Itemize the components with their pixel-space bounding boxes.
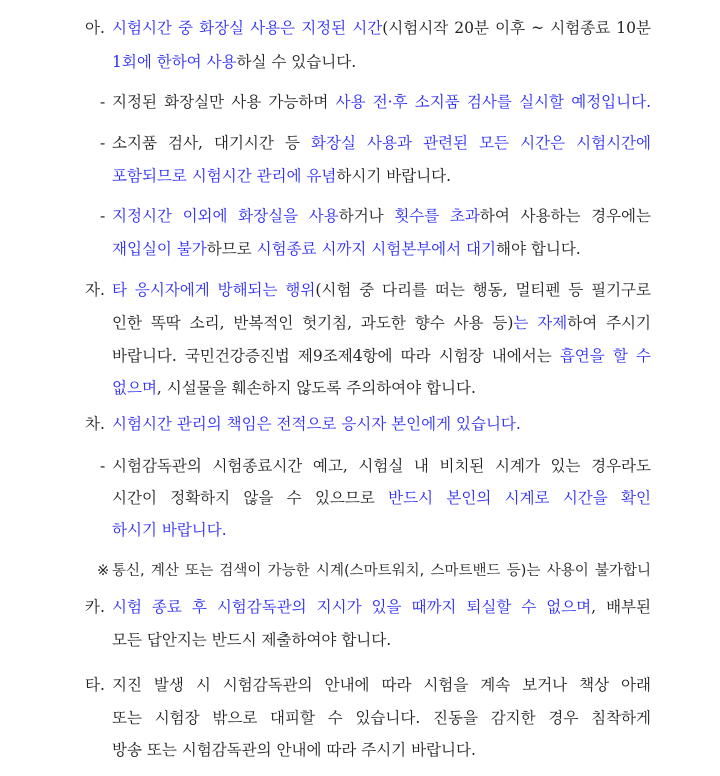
text-line <box>112 519 651 541</box>
highlighted-text: 포함되므로 시험시간 관리에 유념 <box>112 167 337 185</box>
body-text: 하거나 <box>338 207 395 225</box>
item-marker: 카. <box>85 598 105 616</box>
text-line <box>112 707 651 729</box>
item-marker: 차. <box>85 415 105 433</box>
item-marker: 타. <box>85 676 105 694</box>
highlighted-text: 시험종료 시까지 시험본부에서 대기 <box>256 240 497 258</box>
bullet-dash: - <box>100 134 106 152</box>
body-text: 하여 사용하는 경우에는 <box>479 207 651 225</box>
highlighted-text: 시험 종료 후 시험감독관의 지시가 있을 때까지 퇴실할 수 없으며 <box>112 598 592 616</box>
highlighted-text: 는 자제 <box>513 314 568 332</box>
highlighted-text: 하시기 바랍니다. <box>112 521 227 539</box>
item-marker: 아. <box>85 19 105 37</box>
body-text: 시험감독관의 시험종료시간 예고, 시험실 내 비치된 시계가 있는 경우라도 <box>112 457 651 475</box>
highlighted-text: 지정시간 이외에 화장실을 사용 <box>112 207 339 225</box>
body-text: 방송 또는 시험감독관의 안내에 따라 주시기 바랍니다. <box>112 741 476 759</box>
body-text: 하실 수 있습니다. <box>236 53 357 71</box>
text-line <box>112 132 651 154</box>
body-text: 해야 합니다. <box>496 240 581 258</box>
body-text: 모든 답안지는 반드시 제출하여야 합니다. <box>112 631 392 649</box>
body-text: , 배부된 <box>591 598 651 616</box>
bullet-dash: - <box>100 207 106 225</box>
highlighted-text: 화장실 사용과 관련된 모든 시간은 시험시간에 <box>311 134 651 152</box>
highlighted-text: 시험시간 관리의 책임은 전적으로 응시자 본인에게 있습니다. <box>112 415 521 433</box>
text-line <box>112 413 651 435</box>
body-text: 하여 주시기 <box>567 314 651 332</box>
text-line <box>112 345 651 367</box>
text-line <box>112 487 651 509</box>
body-text: (시험시작 20분 이후 ~ 시험종료 10분 <box>382 19 651 37</box>
text-line <box>112 51 651 73</box>
body-text: , 시설물을 훼손하지 않도록 주의하여야 합니다. <box>156 379 476 397</box>
body-text: 통신, 계산 또는 검색이 가능한 시계(스마트워치, 스마트밴드 등)는 사용이 불가합니 <box>112 563 651 579</box>
text-line <box>112 455 651 477</box>
text-line <box>112 165 651 187</box>
text-line <box>112 91 651 113</box>
body-text: 하시기 바랍니다. <box>336 167 452 185</box>
highlighted-text: 반드시 본인의 시계로 시간을 확인 <box>388 489 651 507</box>
text-line <box>112 312 651 334</box>
body-text: 지정된 화장실만 사용 가능하며 <box>112 93 336 111</box>
note-marker: ※ <box>97 563 110 579</box>
text-line <box>112 674 651 696</box>
highlighted-text: 시험시간 중 화장실 사용은 지정된 시간 <box>112 19 383 37</box>
text-line <box>112 17 651 39</box>
text-line <box>112 377 651 399</box>
highlighted-text: 재입실이 불가 <box>112 240 207 258</box>
body-text: 하므로 <box>206 240 257 258</box>
body-text: 소지품 검사, 대기시간 등 <box>112 134 312 152</box>
body-text: 또는 시험장 밖으로 대피할 수 있습니다. 진동을 감지한 경우 침착하게 <box>112 709 651 727</box>
text-line <box>112 629 651 651</box>
body-text: 인한 똑딱 소리, 반복적인 헛기침, 과도한 향수 사용 등) <box>112 314 514 332</box>
highlighted-text: 1회에 한하여 사용 <box>112 53 237 71</box>
text-line <box>112 739 651 761</box>
text-line <box>112 205 651 227</box>
text-line <box>112 238 651 260</box>
highlighted-text: 없으며 <box>112 379 157 397</box>
highlighted-text: 횟수를 초과 <box>394 207 480 225</box>
highlighted-text: 사용 전·후 소지품 검사를 실시할 예정입니다. <box>335 93 651 111</box>
body-text: 시간이 정확하지 않을 수 있으므로 <box>112 489 389 507</box>
highlighted-text: 타 응시자에게 방해되는 행위 <box>112 281 316 299</box>
text-line <box>112 279 651 301</box>
body-text: (시험 중 다리를 떠는 행동, 멀티펜 등 필기구로 <box>315 281 651 299</box>
highlighted-text: 흡연을 할 수 <box>559 347 651 365</box>
bullet-dash: - <box>100 93 106 111</box>
item-marker: 자. <box>85 281 105 299</box>
bullet-dash: - <box>100 457 106 475</box>
text-line <box>112 596 651 618</box>
text-line <box>112 560 651 582</box>
body-text: 지진 발생 시 시험감독관의 안내에 따라 시험을 계속 보거나 책상 아래 <box>112 676 651 694</box>
body-text: 바랍니다. 국민건강증진법 제9조제4항에 따라 시험장 내에서는 <box>112 347 560 365</box>
